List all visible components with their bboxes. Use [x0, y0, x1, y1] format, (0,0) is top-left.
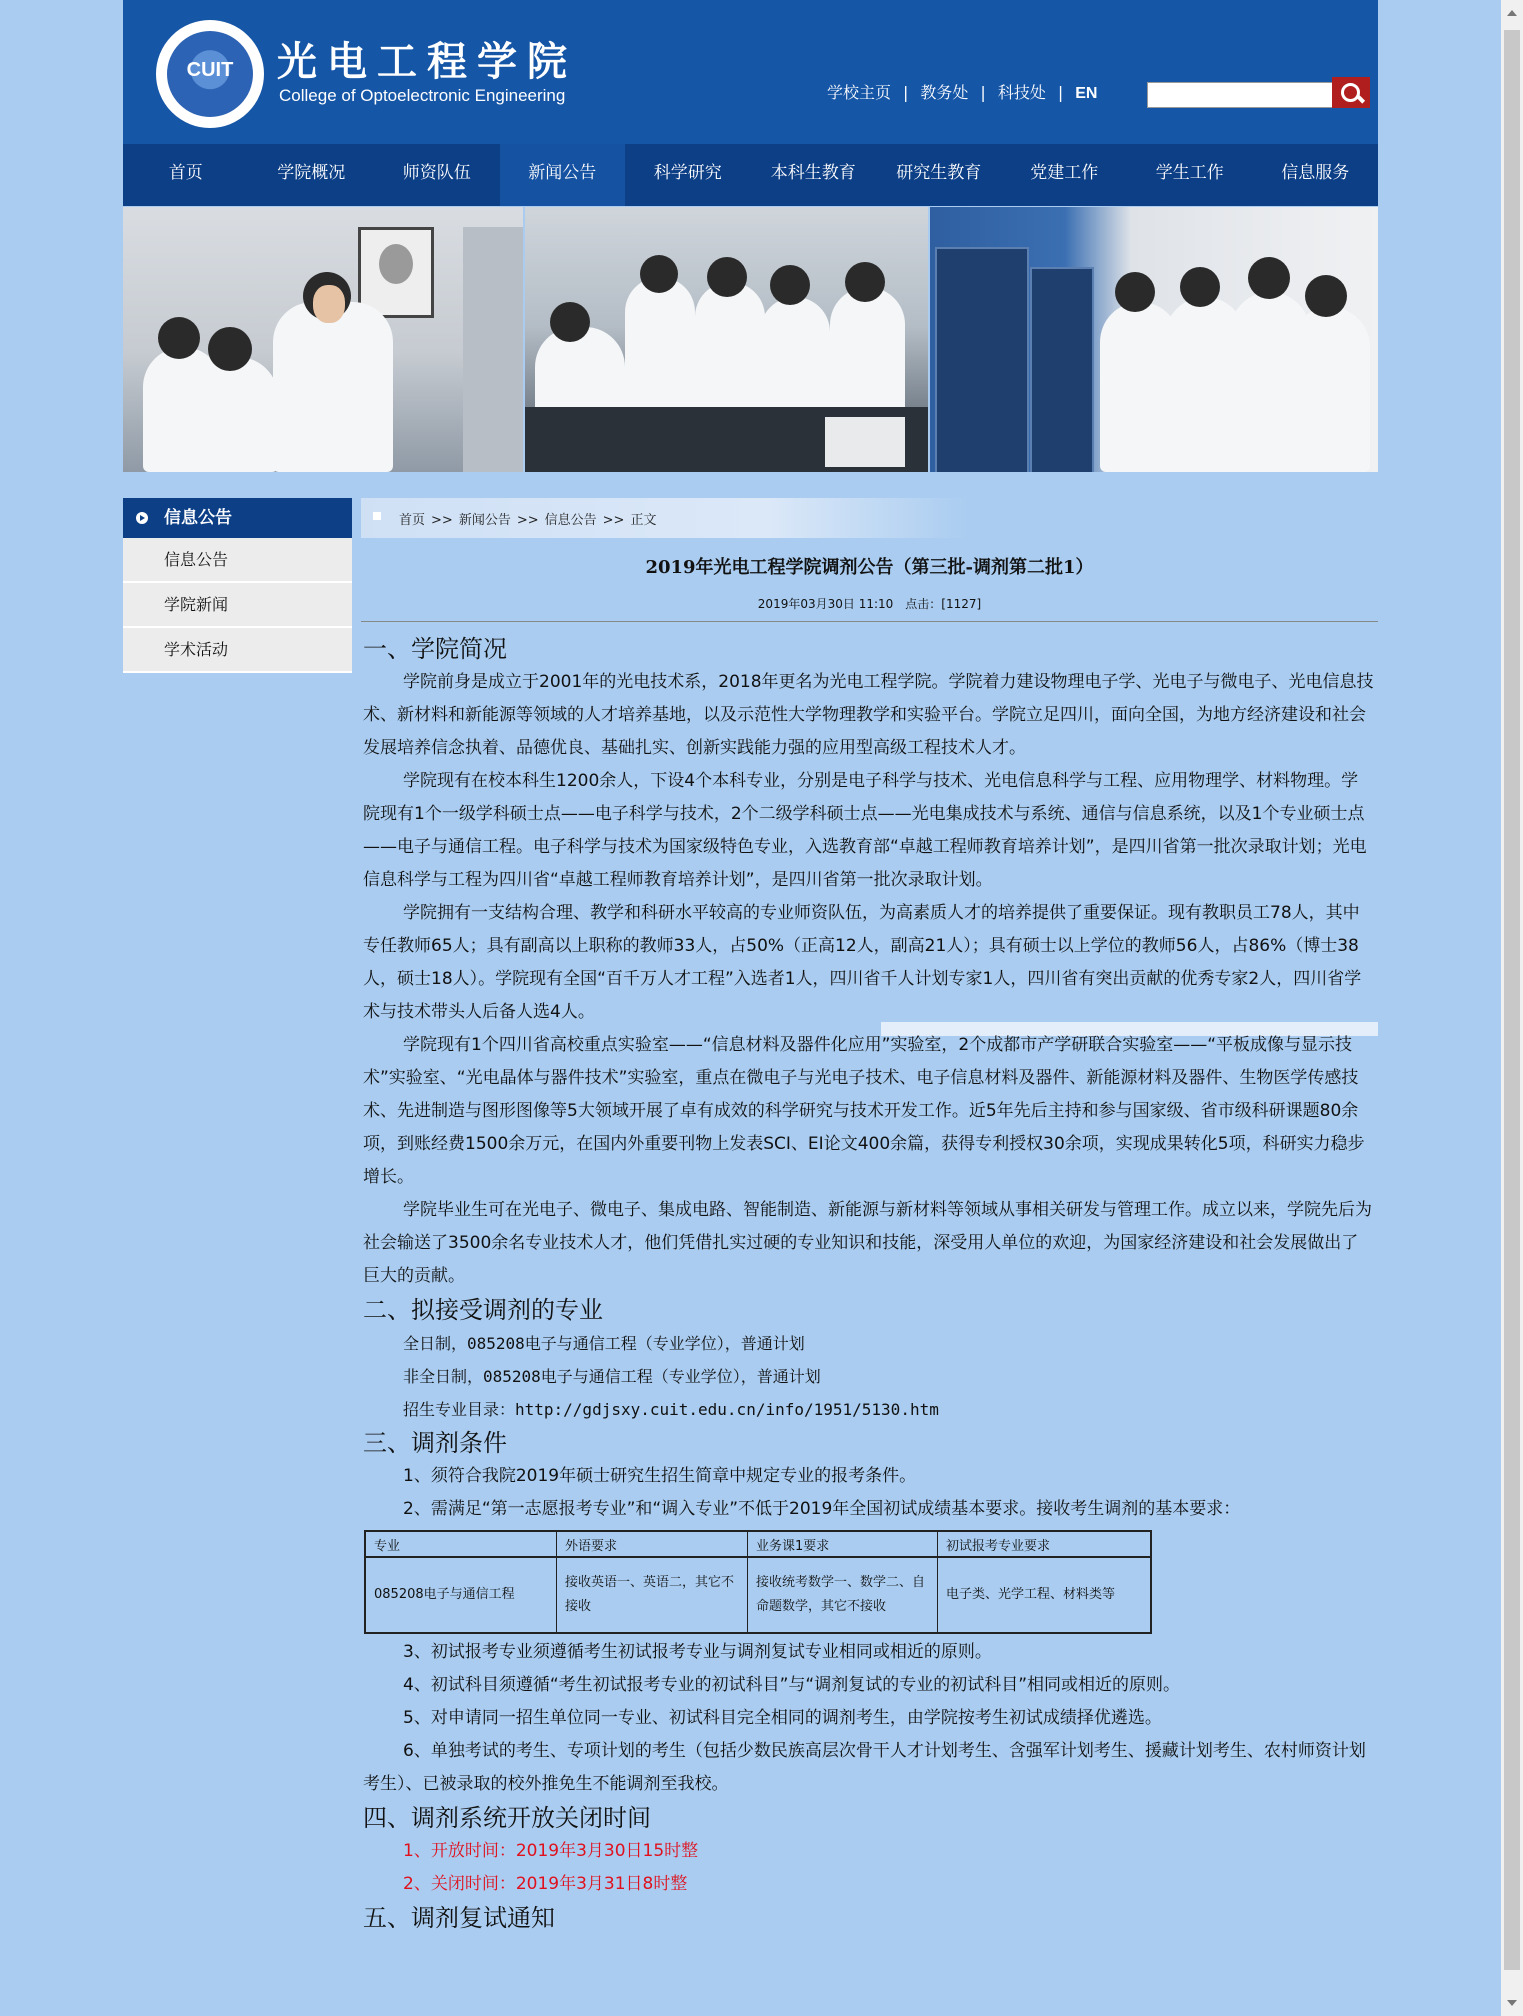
paragraph: 学院现有在校本科生1200余人，下设4个本科专业，分别是电子科学与技术、光电信息科学与工程、应用物理学、材料物理。学院现有1个一级学科硕士点——电子科学与技术，2个二级学科硕士点——光电集成技术与系统、通信与信息系统，以及1个专业硕士点——电子与通信工程。电子科学与技术为国家级特色专业，入选教育部“卓越工程师教育培养计划”，是四川省第一批次录取计划；光电信息科学与工程为四川省“卓越工程师教育培养计划”，是四川省第一批次录取计划。	[363, 771, 1367, 890]
table-cell: 接收统考数学一、数学二、自命题数学，其它不接收	[748, 1557, 938, 1633]
section-heading: 二、拟接受调剂的专业	[363, 1296, 603, 1324]
banner-photo	[123, 207, 1378, 472]
breadcrumb: 首页 >> 新闻公告 >> 信息公告 >> 正文	[361, 498, 1378, 538]
nav-home[interactable]: 首页	[168, 163, 203, 183]
condition-item: 5、对申请同一招生单位同一专业、初试科目完全相同的调剂考生，由学院按考生初试成绩择优遴选。	[403, 1708, 1162, 1728]
nav-info[interactable]: 信息服务	[1281, 163, 1350, 183]
breadcrumb-current: 正文	[630, 513, 657, 528]
condition-item: 4、初试科目须遵循“考生初试报考专业的初试科目”与“调剂复试的专业的初试科目”相同或相近的原则。	[403, 1675, 1181, 1695]
paragraph: 学院前身是成立于2001年的光电技术系，2018年更名为光电工程学院。学院着力建设物理电子学、光电子与微电子、光电信息技术、新材料和新能源等领域的人才培养基地，以及示范性大学物理教学和实验平台。学院立足四川，面向全国，为地方经济建设和社会发展培养信念执着、品德优良、基础扎实、创新实践能力强的应用型高级工程技术人才。	[363, 672, 1374, 758]
nav-undergrad[interactable]: 本科生教育	[770, 163, 856, 183]
scroll-up-icon[interactable]	[1507, 10, 1517, 16]
article-title: 2019年光电工程学院调剂公告（第三批-调剂第二批1）	[645, 557, 1094, 578]
table-header: 初试报考专业要求	[938, 1531, 1152, 1557]
college-name-cn: 光电工程学院	[277, 38, 577, 85]
vertical-scrollbar[interactable]	[1501, 0, 1523, 2016]
nav-news[interactable]: 新闻公告	[500, 144, 626, 206]
article-body	[363, 632, 1375, 1935]
arrow-circle-icon	[136, 512, 148, 524]
page	[123, 0, 1378, 2016]
logo-text: CUIT	[186, 59, 234, 81]
section-heading: 五、调剂复试通知	[363, 1904, 555, 1932]
open-time: 1、开放时间：2019年3月30日15时整	[403, 1841, 699, 1861]
top-links: 学校主页 | 教务处 | 科技处 | EN	[827, 83, 1098, 102]
condition-item: 1、须符合我院2019年硕士研究生招生简章中规定专业的报考条件。	[403, 1466, 917, 1486]
condition-item: 2、需满足“第一志愿报考专业”和“调入专业”不低于2019年全国初试成绩基本要求。接收考生调剂的基本要求：	[403, 1499, 1241, 1519]
divider	[361, 621, 1378, 622]
nav-graduate[interactable]: 研究生教育	[896, 163, 982, 183]
program-line: 非全日制，085208电子与通信工程（专业学位），普通计划	[403, 1367, 821, 1386]
section-heading: 三、调剂条件	[363, 1429, 507, 1457]
sidebar-item-notices[interactable]: 信息公告	[123, 538, 352, 583]
sidebar-title: 信息公告	[123, 498, 352, 538]
link-science-tech[interactable]: 科技处	[997, 83, 1046, 102]
article-meta: 2019年03月30日 11:10 点击：[1127]	[757, 597, 982, 611]
table-header: 外语要求	[557, 1531, 748, 1557]
square-bullet-icon	[373, 512, 381, 520]
breadcrumb-home[interactable]: 首页	[399, 513, 426, 528]
section-heading: 一、学院简况	[363, 635, 507, 663]
paragraph: 学院现有1个四川省高校重点实验室——“信息材料及器件化应用”实验室，2个成都市产学研联合实验室——“平板成像与显示技术”实验室、“光电晶体与器件技术”实验室，重点在微电子与光电子技术、电子信息材料及器件、新能源材料及器件、生物医学传感技术、先进制造与图形图像等5大领域开展了卓有成效的科学研究与技术开发工作。近5年先后主持和参与国家级、省市级科研课题80余项，到账经费1500余万元，在国内外重要刊物上发表SCI、EI论文400余篇，获得专利授权30余项，实现成果转化5项，科研实力稳步增长。	[363, 1035, 1365, 1187]
scroll-down-icon[interactable]	[1507, 2000, 1517, 2006]
table-cell: 接收英语一、英语二，其它不接收	[557, 1557, 748, 1633]
breadcrumb-news[interactable]: 新闻公告	[458, 513, 511, 528]
condition-item: 3、初试报考专业须遵循考生初试报考专业与调剂复试专业相同或相近的原则。	[403, 1642, 992, 1662]
link-academic-affairs[interactable]: 教务处	[920, 83, 969, 102]
nav-faculty[interactable]: 师资队伍	[402, 163, 471, 183]
condition-item: 6、单独考试的考生、专项计划的考生（包括少数民族高层次骨干人才计划考生、含强军计划考生、援藏计划考生、农村师资计划考生）、已被录取的校外推免生不能调剂至我校。	[363, 1741, 1366, 1794]
table-header: 业务课1要求	[748, 1531, 938, 1557]
program-line: 全日制，085208电子与通信工程（专业学位），普通计划	[403, 1334, 805, 1353]
paragraph: 学院拥有一支结构合理、教学和科研水平较高的专业师资队伍，为高素质人才的培养提供了重要保证。现有教职员工78人，其中专任教师65人；具有副高以上职称的教师33人，占50%（正高12人，副高21人）；具有硕士以上学位的教师56人，占86%（博士38人，硕士18人）。学院现有全国“百千万人才工程”入选者1人，四川省千人计划专家1人，四川省有突出贡献的优秀专家2人，四川省学术与技术带头人后备人选4人。	[363, 903, 1362, 1022]
site-header	[123, 0, 1378, 144]
link-english[interactable]: EN	[1075, 85, 1098, 102]
college-name-en: College of Optoelectronic Engineering	[279, 86, 566, 105]
nav-party[interactable]: 党建工作	[1030, 163, 1099, 183]
main-nav	[123, 144, 1378, 206]
sidebar-item-academic[interactable]: 学术活动	[123, 628, 352, 673]
scrollbar-thumb[interactable]	[1504, 30, 1520, 1970]
section-heading: 四、调剂系统开放关闭时间	[363, 1804, 651, 1832]
search-button[interactable]	[1332, 77, 1370, 108]
nav-about[interactable]: 学院概况	[277, 163, 346, 183]
table-header: 专业	[365, 1531, 557, 1557]
table-row	[365, 1557, 1151, 1633]
nav-student[interactable]: 学生工作	[1155, 163, 1224, 183]
table-cell: 电子类、光学工程、材料类等	[938, 1557, 1152, 1633]
paragraph: 学院毕业生可在光电子、微电子、集成电路、智能制造、新能源与新材料等领域从事相关研发与管理工作。成立以来，学院先后为社会输送了3500余名专业技术人才，他们凭借扎实过硬的专业知识和技能，深受用人单位的欢迎，为国家经济建设和社会发展做出了巨大的贡献。	[363, 1200, 1372, 1286]
requirements-table	[364, 1530, 1152, 1634]
nav-research[interactable]: 科学研究	[653, 163, 722, 183]
table-cell: 085208电子与通信工程	[365, 1557, 557, 1633]
college-logo-icon[interactable]	[156, 20, 264, 128]
breadcrumb-notices[interactable]: 信息公告	[544, 513, 597, 528]
portrait-picture	[358, 227, 434, 318]
close-time: 2、关闭时间：2019年3月31日8时整	[403, 1874, 688, 1894]
search-input[interactable]	[1147, 82, 1333, 108]
sidebar-item-news[interactable]: 学院新闻	[123, 583, 352, 628]
catalog-link[interactable]: 招生专业目录：http://gdjsxy.cuit.edu.cn/info/1951/5130.htm	[403, 1400, 939, 1419]
link-school-home[interactable]: 学校主页	[827, 83, 892, 102]
